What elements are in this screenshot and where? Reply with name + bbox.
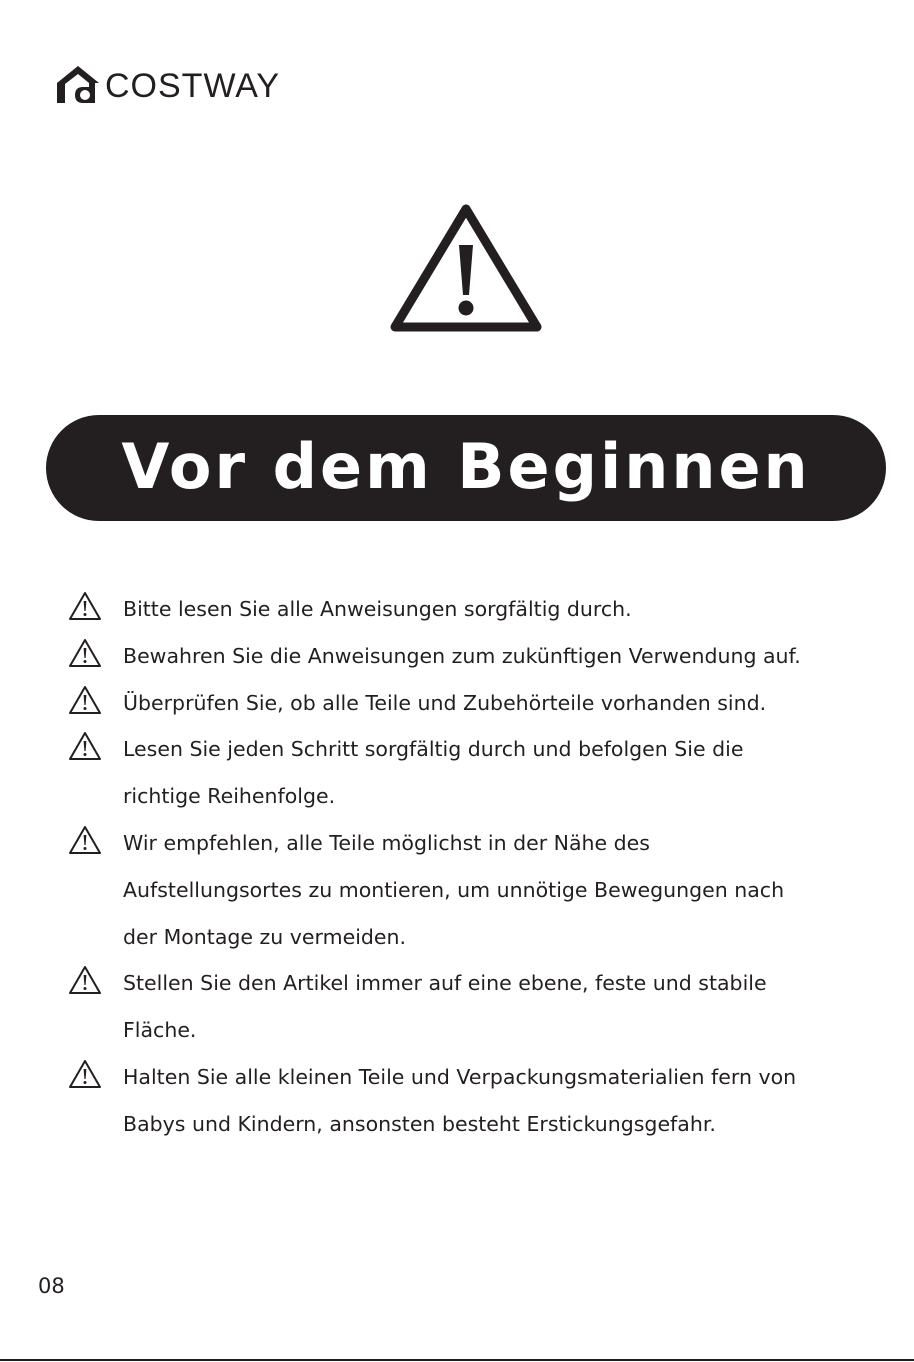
brand-logo [55, 62, 280, 106]
warning-triangle-icon [68, 685, 102, 715]
warning-triangle-icon [68, 825, 102, 855]
instruction-text: Lesen Sie jeden Schritt sorgfältig durch und befolgen Sie die [123, 737, 744, 762]
page-bottom-rule [0, 1359, 914, 1361]
instruction-text: der Montage zu vermeiden. [123, 924, 407, 949]
warning-triangle-icon [389, 203, 543, 333]
instruction-text: Wir empfehlen, alle Teile möglichst in der Nähe des [123, 831, 650, 855]
warning-triangle-icon [68, 965, 102, 995]
warning-triangle-icon [68, 638, 102, 668]
warning-triangle-icon [68, 591, 102, 621]
instruction-text: Babys und Kindern, ansonsten besteht Erstickungsgefahr. [123, 1111, 716, 1136]
instruction-text: Bitte lesen Sie alle Anweisungen sorgfältig durch. [123, 597, 632, 621]
warning-triangle-icon [68, 1059, 102, 1089]
instruction-text: Überprüfen Sie, ob alle Teile und Zubehörteile vorhanden sind. [123, 690, 767, 715]
instruction-text: Stellen Sie den Artikel immer auf eine ebene, feste und stabile [123, 971, 767, 996]
page-number: 08 [38, 1274, 65, 1298]
costway-house-logo-icon [55, 63, 101, 105]
warning-triangle-icon [68, 731, 102, 761]
instruction-text: Fläche. [123, 1018, 197, 1043]
brand-name: COSTWAY [105, 67, 281, 105]
instruction-text: Bewahren Sie die Anweisungen zum zukünftigen Verwendung auf. [123, 643, 801, 668]
instruction-text: richtige Reihenfolge. [123, 784, 336, 809]
instruction-text: Halten Sie alle kleinen Teile und Verpackungsmaterialien fern von [123, 1065, 797, 1089]
section-banner [46, 415, 886, 521]
instruction-text: Aufstellungsortes zu montieren, um unnötige Bewegungen nach [123, 877, 785, 902]
page-title: Vor dem Beginnen [121, 430, 811, 503]
